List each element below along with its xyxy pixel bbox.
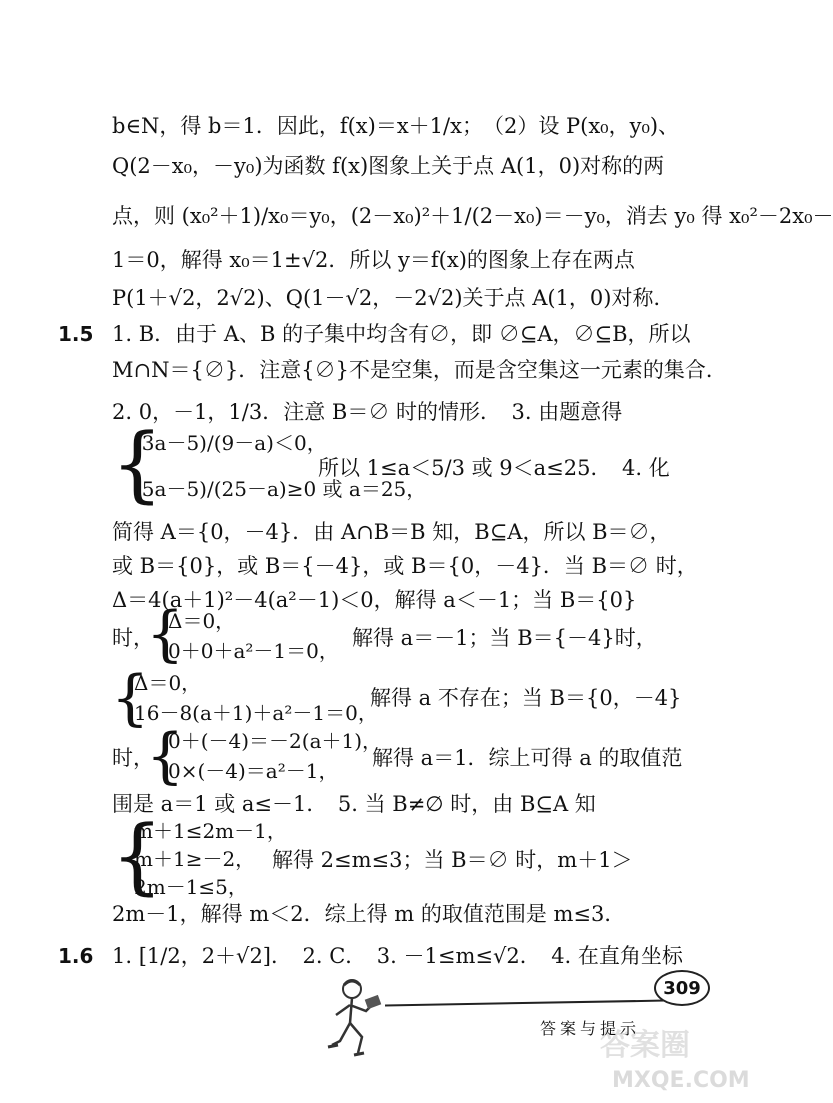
text-line: 时，	[112, 626, 154, 650]
system-equation: m＋1≥－2，	[134, 847, 256, 871]
text-line: 点，则 (x₀²＋1)/x₀＝y₀，(2－x₀)²＋1/(2－x₀)＝－y₀，消去 y₀ 得 x₀²－2x₀－	[112, 204, 833, 228]
text-line: Δ＝4(a＋1)²－4(a²－1)＜0，解得 a＜－1；当 B＝{0}	[112, 588, 637, 612]
text-line: 解得 a 不存在；当 B＝{0，－4}	[370, 686, 682, 710]
system-equation: m＋1≤2m－1，	[134, 819, 287, 843]
section-label: 1.6	[58, 944, 94, 968]
text-line: 围是 a＝1 或 a≤－1． 5. 当 B≠∅ 时，由 B⊆A 知	[112, 792, 596, 816]
text-line: 1. B．由于 A、B 的子集中均含有∅，即 ∅⊆A，∅⊆B，所以	[112, 322, 691, 346]
page-number: 309	[654, 970, 710, 1006]
brace-symbol: {	[111, 663, 150, 733]
reading-figure-illustration	[322, 975, 392, 1065]
system-equation: (5a－5)/(25－a)≥0 或 a＝25，	[134, 477, 427, 501]
system-equation: (3a－5)/(9－a)＜0，	[134, 431, 327, 455]
text-line: 1＝0，解得 x₀＝1±√2．所以 y＝f(x)的图象上存在两点	[112, 248, 635, 272]
system-equation: Δ＝0，	[168, 609, 236, 633]
text-line: 或 B＝{0}，或 B＝{－4}，或 B＝{0，－4}．当 B＝∅ 时，	[112, 554, 698, 578]
text-line: 解得 a＝1．综上可得 a 的取值范	[372, 746, 683, 770]
watermark-url: MXQE.COM	[612, 1068, 750, 1093]
system-equation: 16－8(a＋1)＋a²－1＝0，	[134, 701, 378, 725]
text-line: P(1＋√2，2√2)、Q(1－√2，－2√2)关于点 A(1，0)对称．	[112, 286, 675, 310]
brace-symbol: {	[146, 721, 185, 791]
footer-label: 答案与提示	[540, 1019, 641, 1038]
text-line: M∩N＝{∅}．注意{∅}不是空集，而是含空集这一元素的集合．	[112, 358, 727, 382]
text-line: 2. 0，－1，1/3．注意 B＝∅ 时的情形． 3. 由题意得	[112, 400, 623, 424]
text-line: 2m－1，解得 m＜2．综上得 m 的取值范围是 m≤3．	[112, 902, 626, 926]
text-line: b∈N，得 b＝1．因此，f(x)＝x＋1/x； （2）设 P(x₀，y₀)、	[112, 114, 680, 138]
footer-rule	[385, 1000, 665, 1007]
system-equation: 2m－1≤5，	[134, 875, 248, 899]
text-line: 所以 1≤a＜5/3 或 9＜a≤25． 4. 化	[318, 456, 670, 480]
text-line: Q(2－x₀，－y₀)为函数 f(x)图象上关于点 A(1，0)对称的两	[112, 154, 665, 178]
text-line: 解得 2≤m≤3；当 B＝∅ 时，m＋1＞	[272, 848, 633, 872]
text-line: 1. [1/2，2＋√2]． 2. C． 3. －1≤m≤√2． 4. 在直角坐标	[112, 944, 683, 968]
watermark-logo: 答案圈	[600, 1028, 690, 1063]
text-line: 解得 a＝－1；当 B＝{－4}时，	[352, 626, 657, 650]
text-line: 时，	[112, 746, 154, 770]
system-equation: 0＋(－4)＝－2(a＋1)，	[168, 729, 383, 753]
brace-symbol: {	[111, 417, 164, 512]
system-equation: 0＋0＋a²－1＝0，	[168, 639, 339, 663]
section-label: 1.5	[58, 322, 94, 346]
brace-symbol: {	[111, 809, 164, 904]
text-line: 简得 A＝{0，－4}．由 A∩B＝B 知，B⊆A，所以 B＝∅，	[112, 520, 671, 544]
brace-symbol: {	[146, 599, 185, 669]
system-equation: Δ＝0，	[134, 671, 202, 695]
system-equation: 0×(－4)＝a²－1，	[168, 759, 339, 783]
